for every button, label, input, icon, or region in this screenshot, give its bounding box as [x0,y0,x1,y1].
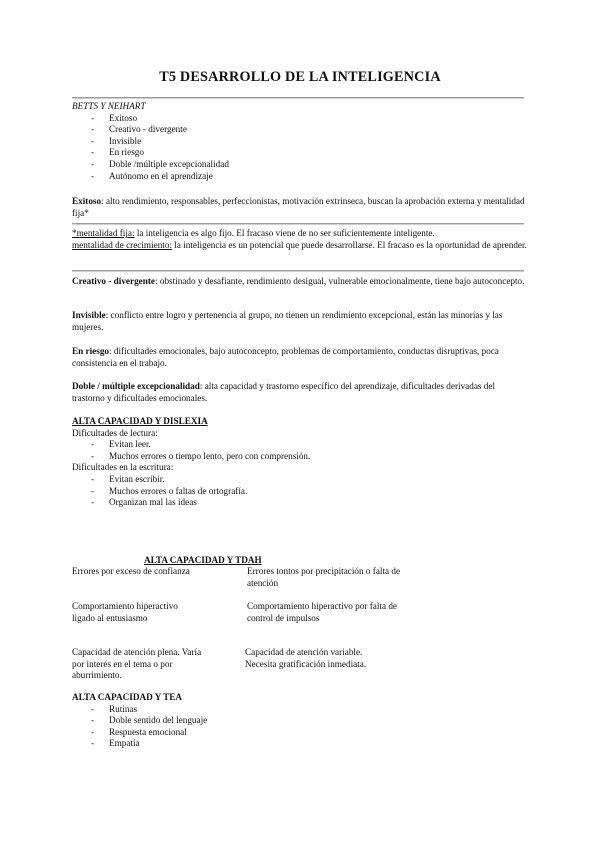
invisible-text: : conflicto entre logro y pertenencia al grupo, no tienen un rendimiento excepcional, están las minorías y las mujeres. [72,310,503,332]
tea-list [72,704,528,750]
list-item: - Creativo - divergente [72,124,528,136]
list-item: - Evitan escribir. [72,474,528,486]
tdah-left-1: Errores por exceso de confianza [72,566,190,576]
invisible-paragraph [72,310,528,333]
list-item: - Organizan mal las ideas [72,497,528,509]
creativo-text: : obstinado y desafiante, rendimiento desigual, vulnerable emocionalmente, tiene bajo autoconcepto. [155,276,525,286]
exitoso-text: : alto rendimiento, responsables, perfeccionistas, motivación extrínseca, buscan la aprobación externa y mentalidad fija* [72,196,525,218]
betts-list [72,113,528,183]
doble-paragraph [72,381,528,404]
list-item: - Invisible [72,136,528,148]
mentalidad-crecimiento-text: la inteligencia es un potencial que puede desarrollarse. El fracaso es la oportunidad de aprender. [172,239,527,250]
dislexia-lectura-label: Dificultades de lectura: [72,427,158,438]
page-title: T5 DESARROLLO DE LA INTELIGENCIA [159,69,441,85]
riesgo-paragraph [72,346,528,369]
betts-heading: BETTS Y NEIHART [72,101,146,111]
list-item: - Respuesta emocional [72,727,528,739]
list-item: - Evitan leer. [72,439,528,451]
creativo-term: Creativo - divergente [72,276,156,286]
dislexia-lectura-list [72,439,528,462]
mentalidad-paragraph [72,228,528,251]
tdah-right-3: Capacidad de atención variable. Necesita gratificación inmediata. [245,647,367,669]
betts-section [72,101,528,182]
riesgo-text: : dificultades emocionales, bajo autoconcepto, problemas de comportamiento, conductas disruptivas, poca consistencia en el trabajo. [72,346,499,368]
tea-heading: ALTA CAPACIDAD Y TEA [72,692,183,702]
list-item: - Rutinas [72,704,528,716]
mentalidad-crecimiento-term: mentalidad de crecimiento: [72,239,172,250]
tea-section [72,692,528,750]
list-item: - Doble /múltiple excepcionalidad [72,159,528,171]
exitoso-paragraph [72,196,528,219]
doble-text: : alta capacidad y trastorno específico del aprendizaje, dificultades derivadas del trastorno y dificultades emocionales. [72,381,496,403]
mentalidad-fija-text: la inteligencia es algo fijo. El fracaso viene de no ser suficientemente inteligente. [134,228,435,238]
tdah-right-1: Errores tontos por precipitación o falta de atención [247,566,401,588]
list-item: - Autónomo en el aprendizaje [72,171,528,183]
divider [72,97,524,99]
dislexia-escritura-list [72,474,528,509]
tdah-left-3: Capacidad de atención plena. Varía por interés en el tema o por aburrimiento. [72,647,202,681]
riesgo-term: En riesgo [72,346,110,356]
exitoso-term: Exitoso [72,196,102,206]
tdah-right-2: Comportamiento hiperactivo por falta de control de impulsos [247,601,398,623]
dislexia-escritura-label: Dificultades en la escritura: [72,462,174,473]
list-item: - Doble sentido del lenguaje [72,715,528,727]
list-item: - Empatía [72,738,528,750]
list-item: - En riesgo [72,147,528,159]
tdah-left-2: Comportamiento hiperactivo ligado al entusiasmo [72,601,178,623]
divider [72,223,524,225]
invisible-term: Invisible [72,310,106,320]
creativo-paragraph [72,276,528,288]
dislexia-section [72,416,528,509]
list-item: - Muchos errores o faltas de ortografía. [72,486,528,498]
dislexia-heading: ALTA CAPACIDAD Y DISLEXIA [72,416,208,426]
list-item: - Exitoso [72,113,528,125]
mentalidad-fija-term: *mentalidad fija: [72,228,135,238]
divider [72,270,524,272]
tdah-heading: ALTA CAPACIDAD Y TDAH [144,555,262,565]
list-item: - Muchos errores o tiempo lento, pero con comprensión. [72,451,528,463]
doble-term: Doble / múltiple excepcionalidad [72,381,200,391]
